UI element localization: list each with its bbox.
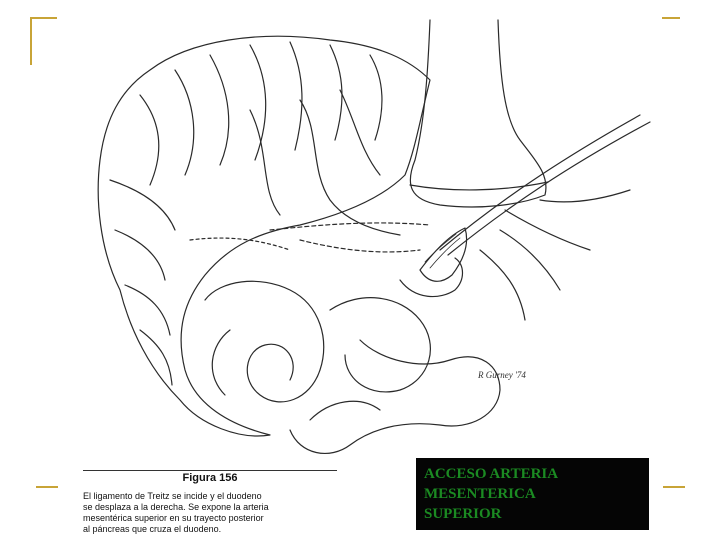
- caption-line: mesentérica superior en su trayecto posterior: [83, 513, 264, 523]
- corner-bracket-top-left-v: [30, 17, 32, 65]
- corner-bracket-top-left-h: [30, 17, 57, 19]
- slide-title-line: SUPERIOR: [424, 506, 502, 522]
- corner-bracket-bottom-right: [663, 486, 685, 488]
- caption-line: El ligamento de Treitz se incide y el duodeno: [83, 491, 262, 501]
- figure-title: Figura 156: [182, 472, 238, 484]
- slide-title-line: MESENTERICA: [424, 486, 536, 502]
- small-bowel-loops: [205, 281, 324, 402]
- slide-title-box: [416, 458, 649, 530]
- figure-caption: [83, 491, 343, 535]
- corner-bracket-top-right: [662, 17, 680, 19]
- slide-title-line: ACCESO ARTERIA: [424, 466, 559, 482]
- illustration-signature: R Gurney '74: [478, 370, 526, 380]
- corner-bracket-bottom-left: [36, 486, 58, 488]
- stomach-outline: [410, 20, 546, 207]
- caption-divider: [83, 470, 337, 471]
- anatomical-illustration: [60, 10, 660, 465]
- colon-outline: [98, 36, 430, 436]
- caption-line: se desplaza a la derecha. Se expone la arteria: [83, 502, 269, 512]
- superior-mesenteric-artery: [420, 228, 467, 281]
- caption-line: al páncreas que cruza el duodeno.: [83, 524, 222, 534]
